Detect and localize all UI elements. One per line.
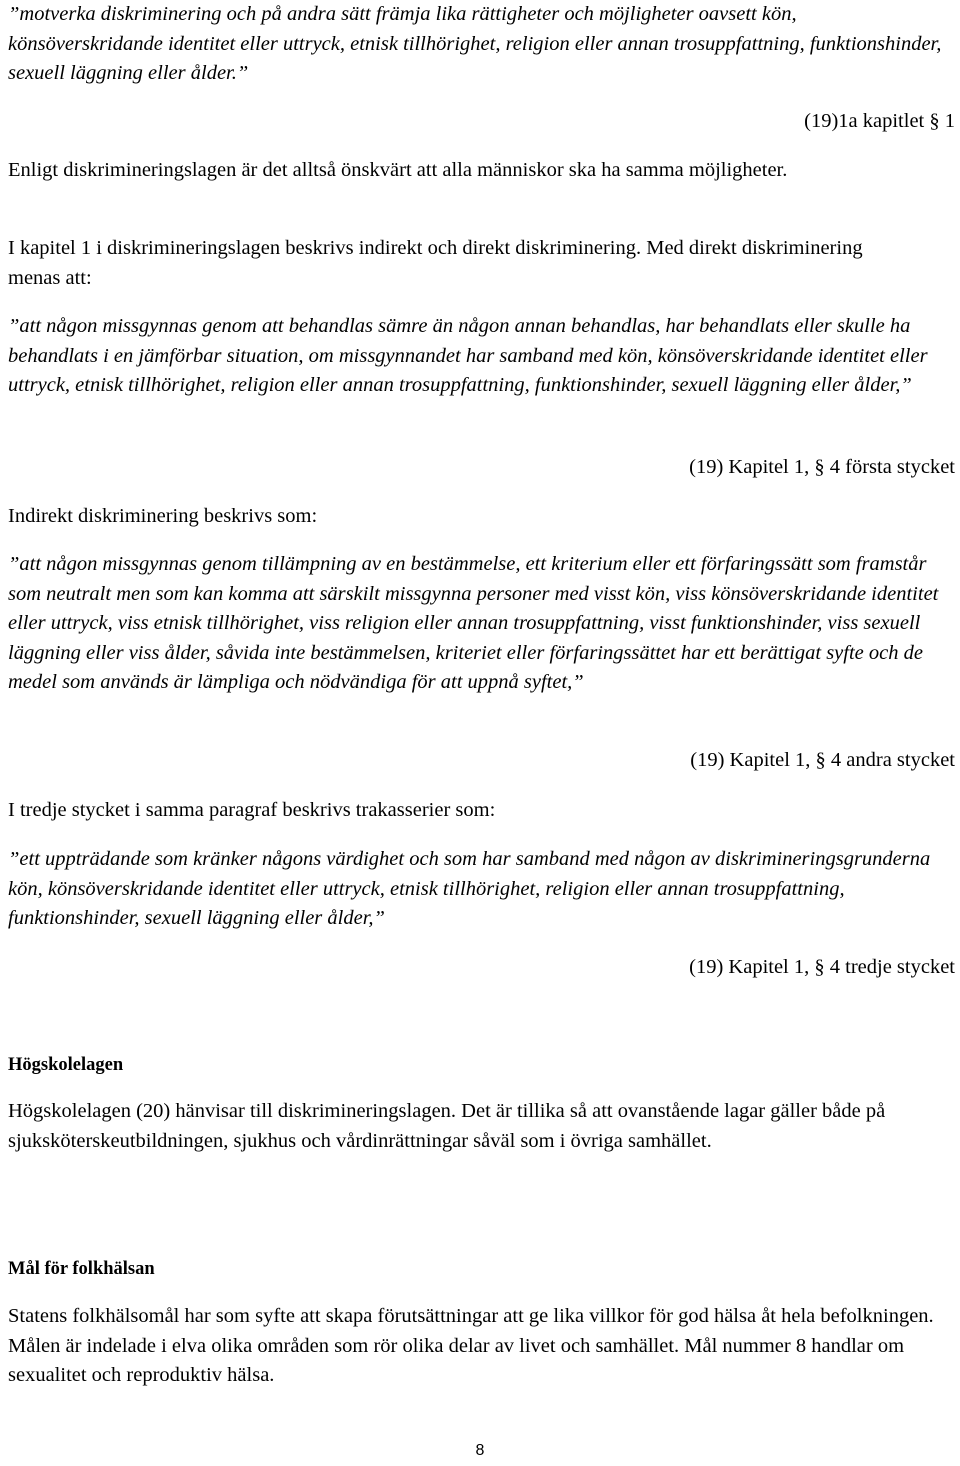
heading-mal-for-folkhalsan: Mål för folkhälsan — [8, 1259, 155, 1279]
paragraph-3: Indirekt diskriminering beskrivs som: — [8, 505, 318, 527]
quote-intro: ”motverka diskriminering och på andra sätt främja lika rättigheter och möjligheter oavsett kön, könsöverskridande identitet eller uttryck, etnisk tillhörighet, religion eller annan trosuppfattning, funktionshinder, sexuell läggning eller ålder.” — [8, 3, 942, 84]
quote-direct-discrimination: ”att någon missgynnas genom att behandlas sämre än någon annan behandlas, har behandlats eller skulle ha behandlats i en jämförbar situation, om missgynnandet har samband med kön, könsöverskridande identitet eller uttryck, etnisk tillhörighet, religion eller annan trosuppfattning, funktionshinder, sexuell läggning eller ålder,” — [8, 315, 928, 396]
paragraph-1: Enligt diskrimineringslagen är det alltså önskvärt att alla människor ska ha samma möjligheter. — [8, 159, 788, 181]
paragraph-6: Statens folkhälsomål har som syfte att skapa förutsättningar att ge lika villkor för god hälsa åt hela befolkningen. Målen är indelade i elva olika områden som rör olika delar av livet och samhället. Mål nummer 8 handlar om sexualitet och reproduktiv hälsa. — [8, 1305, 934, 1386]
paragraph-2: I kapitel 1 i diskrimineringslagen beskrivs indirekt och direkt diskriminering. Med direkt diskriminering menas att: — [8, 237, 863, 289]
quote-indirect-discrimination: ”att någon missgynnas genom tillämpning av en bestämmelse, ett kriterium eller ett förfaringssätt som framstår som neutralt men som kan komma att särskilt missgynna personer med visst kön, viss könsöverskridande identitet eller uttryck, viss etnisk tillhörighet, viss religion eller annan trosuppfattning, visst funktionshinder, viss sexuell läggning eller viss ålder, såvida inte bestämmelsen, kriteriet eller förfaringssättet har ett berättigat syfte och de medel som används är lämpliga och nödvändiga för att uppnå syftet,” — [8, 553, 939, 693]
reference-4: (19) Kapitel 1, § 4 tredje stycket — [689, 956, 955, 978]
reference-1: (19)1a kapitlet § 1 — [804, 110, 955, 132]
page-number: 8 — [475, 1442, 485, 1459]
paragraph-5: Högskolelagen (20) hänvisar till diskrimineringslagen. Det är tillika så att ovanstående lagar gäller både på sjuksköterskeutbildningen, sjukhus och vårdinrättningar såväl som i övriga samhället. — [8, 1100, 886, 1152]
quote-harassment: ”ett uppträdande som kränker någons värdighet och som har samband med någon av diskrimineringsgrunderna kön, könsöverskridande identitet eller uttryck, etnisk tillhörighet, religion eller annan trosuppfattning, funktionshinder, sexuell läggning eller ålder,” — [8, 848, 931, 929]
reference-2: (19) Kapitel 1, § 4 första stycket — [689, 456, 955, 478]
heading-hogskolelagen: Högskolelagen — [8, 1055, 124, 1075]
paragraph-4: I tredje stycket i samma paragraf beskrivs trakasserier som: — [8, 799, 496, 821]
reference-3: (19) Kapitel 1, § 4 andra stycket — [690, 749, 955, 771]
